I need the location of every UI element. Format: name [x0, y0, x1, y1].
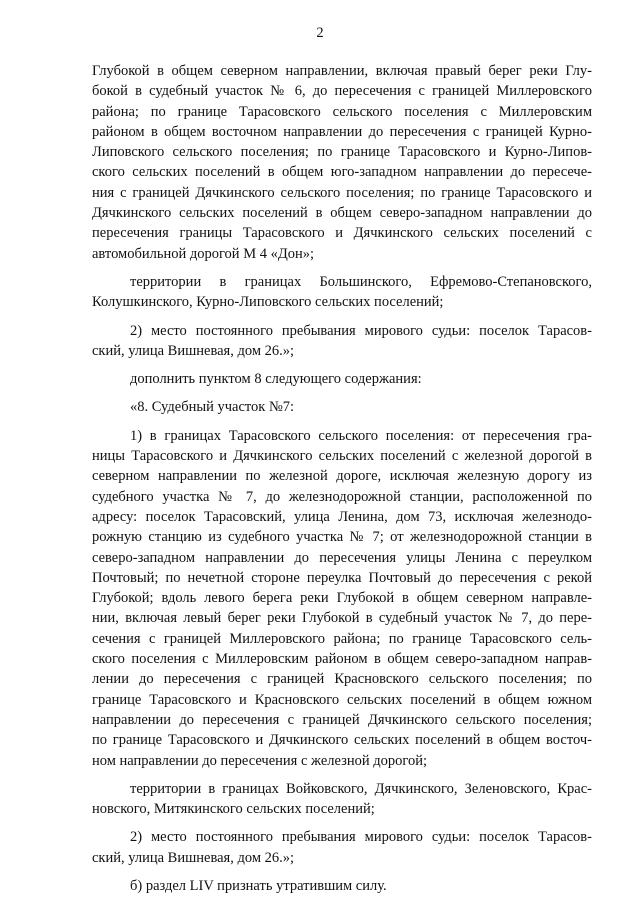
paragraph	[92, 426, 592, 771]
text-line: ния с границей Дячкинского сельского поселения; по границе Тарасовского и	[92, 184, 592, 201]
paragraph-gap	[92, 771, 592, 779]
text-line: судебного участка № 7, до железнодорожной станции, расположенной по	[92, 488, 592, 505]
text-line: северном направлении по железной дороге, исключая железную дорогу из	[92, 468, 592, 485]
text-line: границе Тарасовского и Красновского сельских поселений в общем южном	[92, 691, 592, 708]
paragraph-gap	[92, 361, 592, 369]
paragraph	[92, 779, 592, 820]
text-line: нии, включая левый берег реки Глубокой в судебный участок № 7, до пере-	[92, 610, 592, 627]
paragraph-gap	[92, 868, 592, 876]
paragraph-gap	[92, 819, 592, 827]
text-line: Колушкинского, Курно-Липовского сельских поселений;	[92, 294, 444, 311]
text-line: ского сельских поселений в общем юго-западном направлении до пересече-	[92, 164, 592, 181]
text-line: сечения с границей Миллеровского района; по границе Тарасовского сель-	[92, 630, 592, 647]
paragraph	[92, 272, 592, 313]
paragraph-gap	[92, 389, 592, 397]
text-line: ский, улица Вишневая, дом 26.»;	[92, 849, 295, 866]
text-line: северо-западном направлении до пересечения улицы Ленина с переулком	[92, 549, 592, 566]
paragraph	[92, 369, 592, 389]
text-line: автомобильной дорогой М 4 «Дон»;	[92, 245, 315, 262]
text-line: рожную станцию из судебного участка № 7; от железнодорожной станции в	[92, 529, 592, 546]
paragraph	[92, 61, 592, 264]
document-body	[92, 61, 592, 896]
text-line: 1) в границах Тарасовского сельского поселения: от пересечения гра-	[130, 427, 592, 444]
text-line: ном направлении до пересечения с железной дорогой;	[92, 752, 427, 769]
text-line: Глубокой в общем северном направлении, включая правый берег реки Глу-	[92, 63, 592, 79]
text-line: территории в границах Большинского, Ефремово-Степановского,	[130, 273, 592, 290]
paragraph	[92, 397, 592, 417]
paragraph	[92, 827, 592, 868]
text-line: ницы Тарасовского и Дячкинского сельских поселений с железной дорогой в	[92, 448, 592, 465]
paragraph-gap	[92, 264, 592, 272]
text-line: бокой в судебный участок № 6, до пересечения с границей Миллеровского	[92, 83, 592, 100]
text-line: района; по границе Тарасовского сельского поселения с Миллеровским	[92, 103, 592, 120]
text-line: ского поселения с Миллеровским районом в общем северо-западном направ-	[92, 651, 592, 668]
text-line: б) раздел LIV признать утратившим силу.	[130, 877, 387, 894]
text-line: территории в границах Войковского, Дячкинского, Зеленовского, Крас-	[130, 780, 592, 797]
text-line: адресу: поселок Тарасовский, улица Ленина, дом 73, исключая железнодо-	[92, 508, 592, 525]
text-line: Липовского сельского поселения; по границе Тарасовского и Курно-Липов-	[92, 144, 592, 161]
paragraph-gap	[92, 313, 592, 321]
text-line: по границе Тарасовского и Дячкинского сельских поселений в общем восточ-	[92, 732, 592, 749]
paragraph	[92, 321, 592, 362]
text-line: Глубокой; вдоль левого берега реки Глубокой в общем северном направле-	[92, 590, 592, 607]
text-line: направлении до пересечения с границей Дячкинского сельского поселения;	[92, 711, 592, 728]
paragraph	[92, 876, 592, 896]
text-line: «8. Судебный участок №7:	[130, 399, 295, 416]
text-line: районом в общем восточном направлении до пересечения с границей Курно-	[92, 123, 592, 140]
text-line: Дячкинского сельских поселений в общем северо-западном направлении до	[92, 205, 592, 222]
text-line: Почтовый; по нечетной стороне переулка Почтовый до пересечения с рекой	[92, 569, 592, 586]
text-line: 2) место постоянного пребывания мирового судьи: поселок Тарасов-	[130, 829, 592, 846]
page-number: 2	[316, 25, 324, 41]
text-line: пересечения границы Тарасовского и Дячкинского сельских поселений с	[92, 225, 592, 242]
paragraph-gap	[92, 418, 592, 426]
text-line: новского, Митякинского сельских поселений;	[92, 801, 375, 818]
text-line: 2) место постоянного пребывания мирового судьи: поселок Тарасов-	[130, 322, 592, 339]
text-line: лении до пересечения с границей Красновского сельского поселения; по	[92, 671, 592, 688]
text-line: дополнить пунктом 8 следующего содержания:	[130, 371, 422, 388]
text-line: ский, улица Вишневая, дом 26.»;	[92, 342, 295, 359]
